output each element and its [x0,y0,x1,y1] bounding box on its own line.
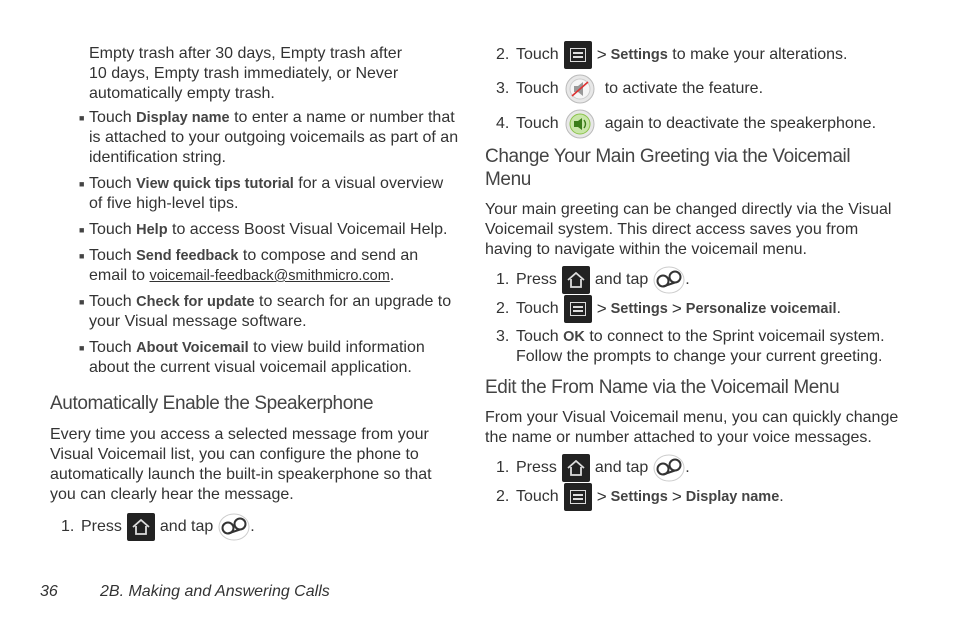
bullet-mark: ■ [79,179,85,189]
step-text: and tap [594,459,649,476]
step-text: again to deactivate the speakerphone. [604,115,877,132]
step-item [50,513,460,541]
bullet-about-voicemail [50,338,460,378]
step-item [485,266,905,294]
bullet-text: Touch [89,175,137,192]
step-text: Press [81,518,122,535]
step-text: Touch [516,328,564,345]
bullet-quick-tips [50,174,460,214]
menu-button-icon [564,41,592,69]
bullet-display-name [50,108,460,168]
step-item [485,327,905,367]
ui-term-send-feedback: Send feedback [136,248,239,264]
bullet-send-feedback [50,246,460,286]
step-text: . [779,488,784,505]
bullet-text: Touch [89,109,137,126]
bullet-mark: ■ [79,225,85,235]
path-separator: > [596,45,607,64]
bullet-text: . [389,267,395,284]
step-text: Touch [516,80,559,97]
section-body-from-name: From your Visual Voicemail menu, you can quickly change the name or number attached to your voice messages. [485,409,899,446]
step-item [485,454,905,482]
path-separator: > [596,487,607,506]
step-text: Touch [516,115,559,132]
ui-term-quick-tips: View quick tips tutorial [136,176,294,192]
bullet-text: for a visual overview of five high-level tips. [89,175,444,212]
step-text: and tap [594,271,649,288]
speakerphone-steps-continued [485,41,905,139]
main-greeting-steps [485,266,905,367]
bullet-text: to compose and send an email to [89,247,419,284]
menu-button-icon [564,295,592,323]
voicemail-app-icon [653,266,685,294]
left-column [50,44,460,541]
step-text: to connect to the Sprint voicemail system. Follow the prompts to change your current greeting. [516,328,885,365]
bullet-mark: ■ [79,251,85,261]
chapter-title: 2B. Making and Answering Calls [100,583,330,600]
bullet-mark: ■ [79,113,85,123]
ui-term-settings: Settings [610,489,668,505]
voicemail-app-icon [653,454,685,482]
bullet-text: Touch [89,293,137,310]
bullet-text: Touch [89,247,137,264]
step-number: 3. [496,80,510,97]
home-button-icon [562,454,590,482]
ui-term-about-voicemail: About Voicemail [136,340,249,356]
section-title-speakerphone: Automatically Enable the Speakerphone [50,393,374,414]
path-separator: > [671,487,682,506]
step-number: 2. [496,300,510,317]
step-number: 1. [61,518,75,535]
step-text: to make your alterations. [667,46,848,63]
bullet-help [50,220,460,240]
step-number: 2. [496,488,510,505]
bullet-text: Touch [89,339,137,356]
ui-term-check-update: Check for update [136,294,255,310]
step-text: Press [516,271,557,288]
speakerphone-steps [50,513,460,541]
bullet-mark: ■ [79,297,85,307]
step-number: 1. [496,271,510,288]
ui-term-settings: Settings [610,47,668,63]
speakerphone-off-icon [564,74,596,104]
step-number: 2. [496,46,510,63]
step-text: and tap [159,518,214,535]
bullet-text: to search for an upgrade to your Visual message software. [89,293,452,330]
page-number: 36 [40,583,58,600]
ui-term-ok: OK [563,329,585,345]
ui-term-display-name: Display name [685,489,780,505]
bullet-mark: ■ [79,343,85,353]
step-text: . [685,271,690,288]
menu-button-icon [564,483,592,511]
ui-term-display-name: Display name [136,110,230,126]
bullet-check-update [50,292,460,332]
speakerphone-on-icon [564,109,596,139]
path-separator: > [671,299,682,318]
home-button-icon [127,513,155,541]
right-column [485,41,905,511]
ui-term-personalize-voicemail: Personalize voicemail [685,301,837,317]
bullet-text: to access Boost Visual Voicemail Help. [167,221,448,238]
step-number: 1. [496,459,510,476]
step-item [485,41,905,69]
bullet-text: to enter a name or number that is attached to your outgoing voicemails as part of an identification string. [89,109,459,166]
feedback-email-link[interactable]: voicemail-feedback@smithmicro.com [149,268,390,284]
step-text: Touch [516,300,559,317]
step-item [485,74,905,104]
voicemail-app-icon [218,513,250,541]
section-title-main-greeting: Change Your Main Greeting via the Voicemail Menu [485,146,851,190]
path-separator: > [596,299,607,318]
page-footer [40,582,330,602]
step-text: Touch [516,46,559,63]
section-body-main-greeting: Your main greeting can be changed directly via the Visual Voicemail system. This direct access saves you from having to navigate within the voicemail menu. [485,201,892,258]
step-item [485,483,905,511]
ui-term-settings: Settings [610,301,668,317]
step-number: 3. [496,328,510,345]
section-body-speakerphone: Every time you access a selected message from your Visual Voicemail list, you can configure the phone to automatically launch the built-in speakerphone so that you can clearly hear the message. [50,426,432,503]
step-text: . [250,518,255,535]
home-button-icon [562,266,590,294]
step-text: Touch [516,488,559,505]
step-text: . [685,459,690,476]
from-name-steps [485,454,905,511]
step-text: Press [516,459,557,476]
step-item [485,295,905,323]
step-number: 4. [496,115,510,132]
bullet-text: to view build information about the current visual voicemail application. [89,339,425,376]
ui-term-help: Help [136,222,168,238]
intro-text: Empty trash after 30 days, Empty trash after 10 days, Empty trash immediately, or Never automatically empty trash. [89,45,403,102]
bullet-text: Touch [89,221,137,238]
step-text: to activate the feature. [604,80,764,97]
section-title-from-name: Edit the From Name via the Voicemail Menu [485,377,840,398]
step-item [485,109,905,139]
step-text: . [836,300,841,317]
